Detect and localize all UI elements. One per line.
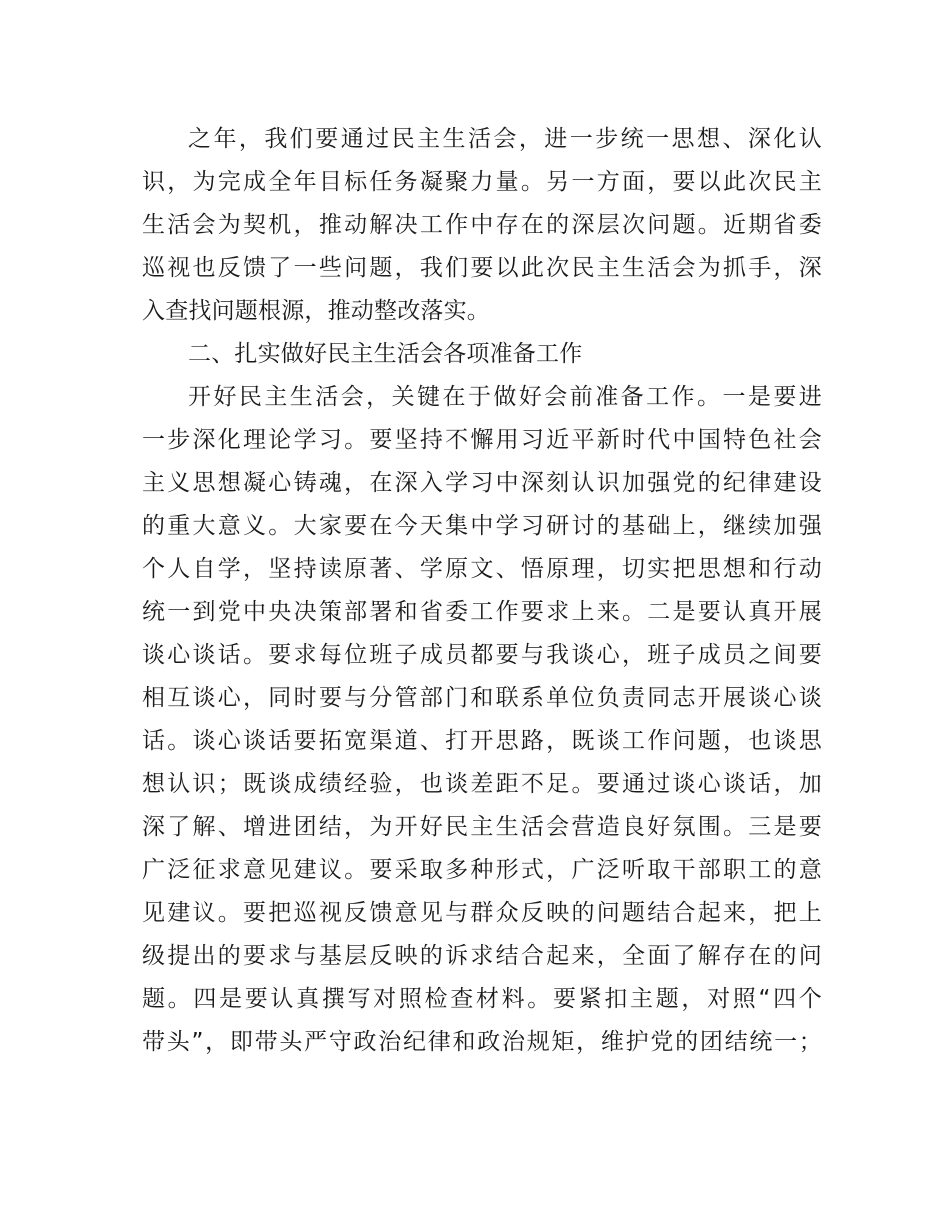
text-line: 统一到党中央决策部署和省委工作要求上来。二是要认真开展 xyxy=(142,599,822,625)
text-line: 话。谈心谈话要拓宽渠道、打开思路，既谈工作问题，也谈思 xyxy=(142,728,822,754)
text-line: 见建议。要把巡视反馈意见与群众反映的问题结合起来，把上 xyxy=(142,900,822,926)
text-line: 谈心谈话。要求每位班子成员都要与我谈心，班子成员之间要 xyxy=(142,642,822,668)
text-line: 相互谈心，同时要与分管部门和联系单位负责同志开展谈心谈 xyxy=(142,685,822,711)
heading-text: 二、扎实做好民主生活会各项准备工作 xyxy=(188,341,583,367)
text-line: 入查找问题根源，推动整改落实。 xyxy=(142,298,490,324)
text-line: 之年，我们要通过民主生活会，进一步统一思想、深化认 xyxy=(188,126,822,152)
text-line: 识，为完成全年目标任务凝聚力量。另一方面，要以此次民主 xyxy=(142,169,822,195)
text-line: 生活会为契机，推动解决工作中存在的深层次问题。近期省委 xyxy=(142,212,822,238)
text-line: 深了解、增进团结，为开好民主生活会营造良好氛围。三是要 xyxy=(142,814,822,840)
section-heading xyxy=(142,333,822,376)
text-line: 一步深化理论学习。要坚持不懈用习近平新时代中国特色社会 xyxy=(142,427,822,453)
text-line: 想认识；既谈成绩经验，也谈差距不足。要通过谈心谈话，加 xyxy=(142,771,822,797)
text-line: 的重大意义。大家要在今天集中学习研讨的基础上，继续加强 xyxy=(142,513,822,539)
paragraph-preparation xyxy=(142,376,822,1064)
text-line: 题。四是要认真撰写对照检查材料。要紧扣主题，对照“四个 xyxy=(142,986,822,1012)
text-line: 巡视也反馈了一些问题，我们要以此次民主生活会为抓手，深 xyxy=(142,255,822,281)
text-line: 主义思想凝心铸魂，在深入学习中深刻认识加强党的纪律建设 xyxy=(142,470,822,496)
text-line: 广泛征求意见建议。要采取多种形式，广泛听取干部职工的意 xyxy=(142,857,822,883)
text-line: 个人自学，坚持读原著、学原文、悟原理，切实把思想和行动 xyxy=(142,556,822,582)
text-line: 级提出的要求与基层反映的诉求结合起来，全面了解存在的问 xyxy=(142,943,822,969)
text-line: 带头”，即带头严守政治纪律和政治规矩，维护党的团结统一； xyxy=(142,1029,822,1055)
text-line: 开好民主生活会，关键在于做好会前准备工作。一是要进 xyxy=(188,384,822,410)
document-body xyxy=(142,118,822,1064)
paragraph-intro xyxy=(142,118,822,333)
